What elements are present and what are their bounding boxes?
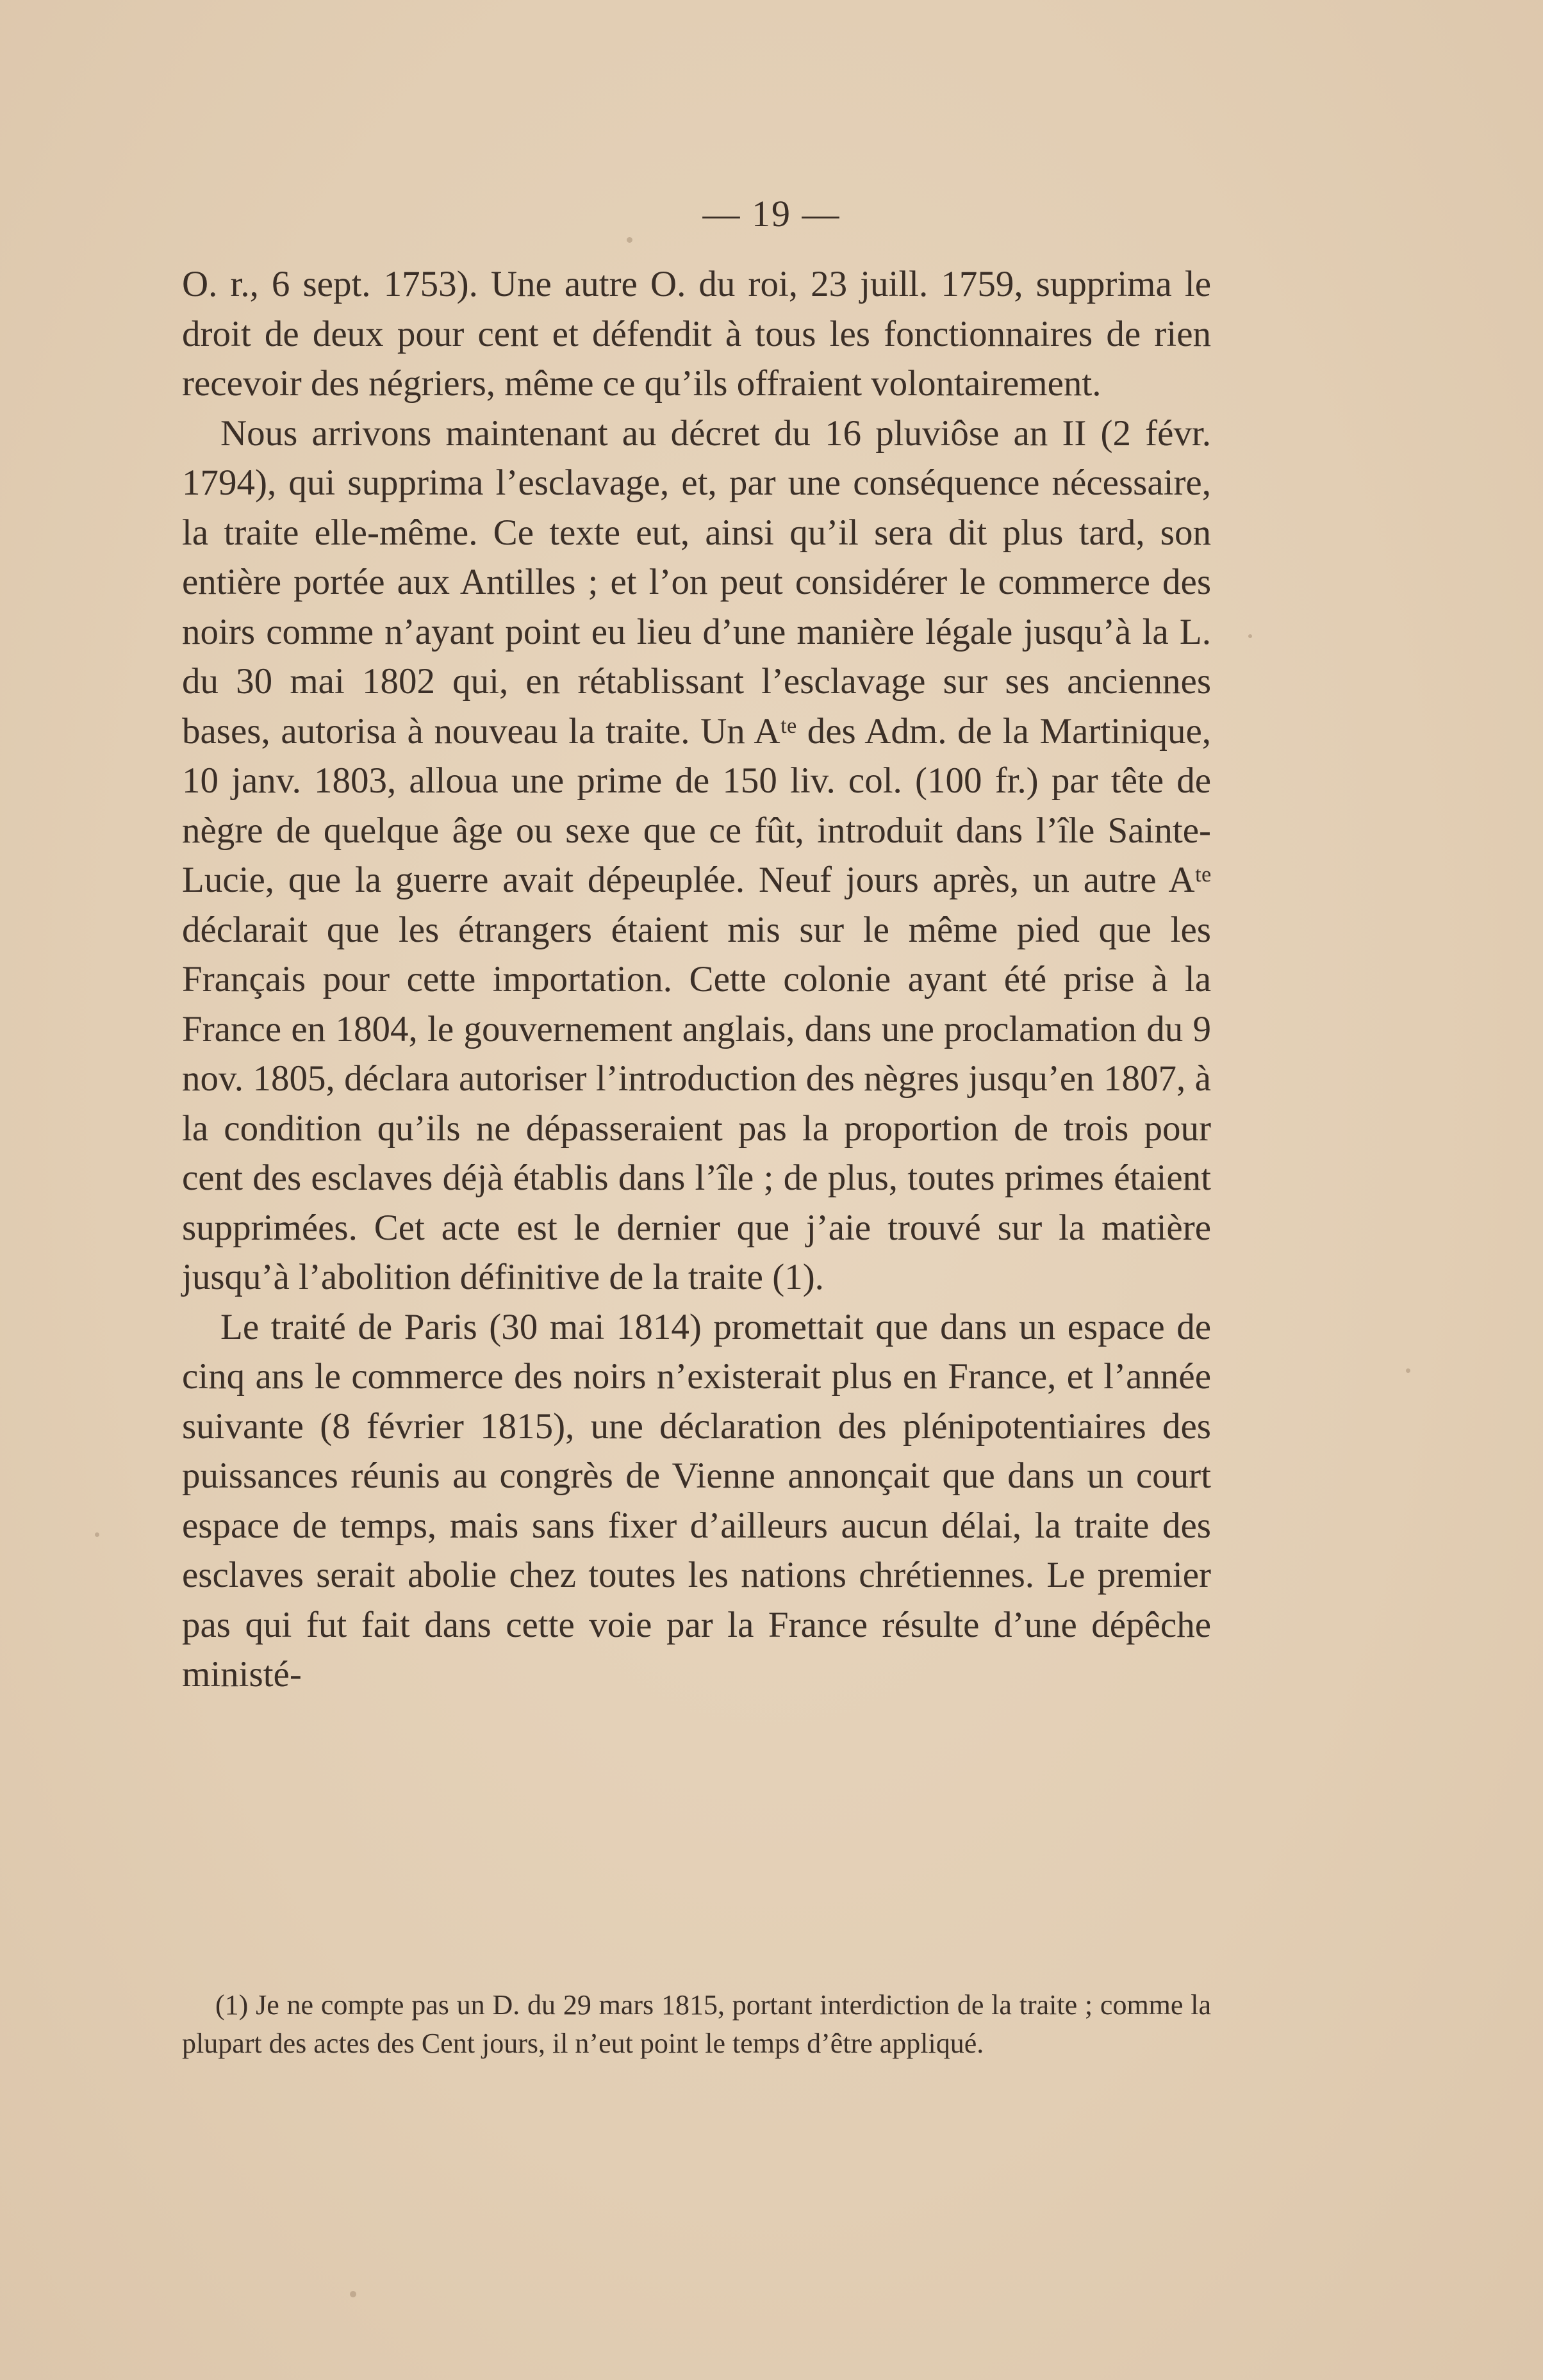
paragraph-2: Nous arrivons maintenant au décret du 16 pluviôse an II (2 févr. 1794), qui supprima l’esclavage, et, par une conséquence nécessaire, la traite elle-même. Ce texte eut, ainsi qu’il sera dit plus tard, son entière portée aux Antilles ; et l’on peut considérer le commerce des noirs comme n’ayant point eu lieu d’une manière légale jusqu’à la L. du 30 mai 1802 qui, en rétablissant l’esclavage sur ses anciennes bases, autorisa à nouveau la traite. Un Aᵗᵉ des Adm. de la Martinique, 10 janv. 1803, alloua une prime de 150 liv. col. (100 fr.) par tête de nègre de quelque âge ou sexe que ce fût, introduit dans l’île Sainte-Lucie, que la guerre avait dépeuplée. Neuf jours après, un autre Aᵗᵉ déclarait que les étrangers étaient mis sur le même pied que les Français pour cette importation. Cette colonie ayant été prise à la France en 1804, le gouvernement anglais, dans une proclamation du 9 nov. 1805, déclara autoriser l’introduction des nègres jusqu’en 1807, à la condition qu’ils ne dépasseraient pas la proportion de trois pour cent des esclaves déjà établis dans l’île ; de plus, toutes primes étaient supprimées. Cet acte est le dernier que j’aie trouvé sur la matière jusqu’à l’abolition définitive de la traite (1). [182, 413, 1211, 1297]
paragraph-3: Le traité de Paris (30 mai 1814) promettait que dans un espace de cinq ans le commerce des noirs n’existerait plus en France, et l’année suivante (8 février 1815), une déclaration des plénipotentiaires des puissances réunis au congrès de Vienne annonçait que dans un court espace de temps, mais sans fixer d’ailleurs aucun délai, la traite des esclaves serait abolie chez toutes les nations chrétiennes. Le premier pas qui fut fait dans cette voie par la France résulte d’une dépêche ministé- [182, 1306, 1211, 1695]
paper-speck [350, 2291, 356, 2297]
paper-speck [627, 237, 632, 243]
paragraph-1: O. r., 6 sept. 1753). Une autre O. du roi, 23 juill. 1759, supprima le droit de deux pour cent et défendit à tous les fonctionnaires de rien recevoir des négriers, même ce qu’ils offraient volontairement. [182, 264, 1211, 404]
paper-speck [95, 1532, 99, 1537]
paper-speck [1248, 634, 1252, 638]
footnote: (1) Je ne compte pas un D. du 29 mars 1815, portant interdiction de la traite ; comme la plupart des actes des Cent jours, il n’eut point le temps d’être appliqué. [182, 1989, 1211, 2059]
page-number: — 19 — [702, 193, 841, 234]
body-text [182, 259, 1211, 1700]
paper-speck [1406, 1368, 1410, 1373]
